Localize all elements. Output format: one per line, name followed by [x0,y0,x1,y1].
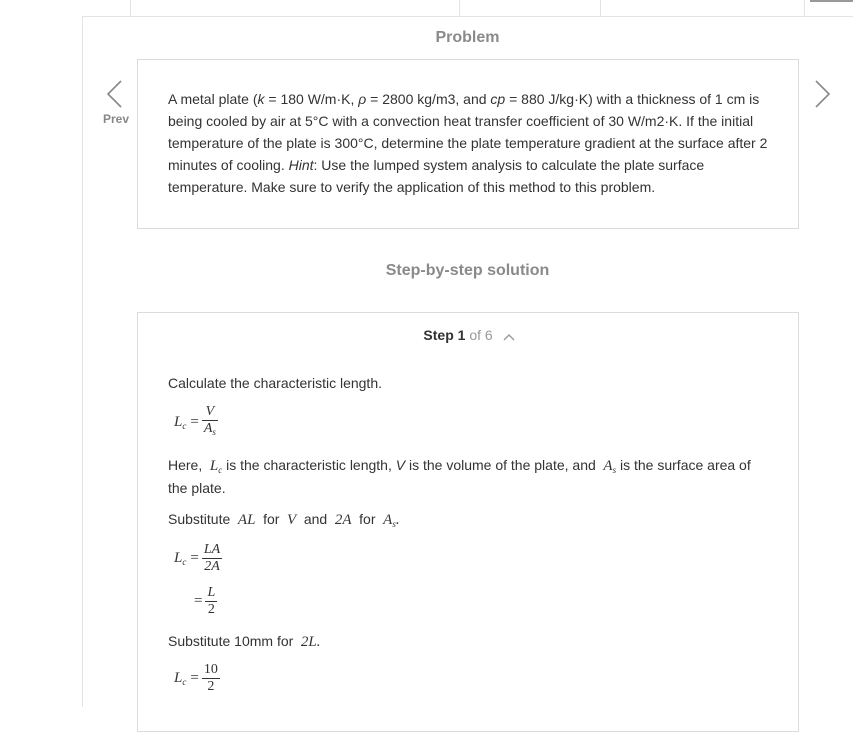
left-rail [0,0,83,707]
step-text-here: Here, $L_c$ is the characteristic length, V is the volume of the plate, and $A_s$ is the surface area of [168,457,751,475]
step-text-here-cont: the plate. [168,480,226,496]
step-text-substitute-1: Substitute AL for V and 2A for $A_s$. [168,511,400,529]
step-header [138,327,800,344]
equation-lc-substituted: $L_c$ = $\frac{LA}{2A}$ [174,542,221,574]
top-toolbar-strip [82,0,853,17]
toolbar-divider [130,0,131,16]
toolbar-divider [459,0,460,16]
chevron-right-icon [808,78,836,110]
step-text-substitute-2: Substitute 10mm for 2L. [168,633,321,650]
toolbar-divider [600,0,601,16]
next-button[interactable] [808,78,836,110]
prev-label: Prev [102,112,130,126]
step-count: of 6 [469,327,493,343]
prev-button[interactable] [102,78,130,126]
equation-lc-simplified: = $\frac{L}{2}$ [194,585,216,617]
step-text-1: Calculate the characteristic length. [168,375,382,391]
equation-lc-numeric: $L_c$ = $\frac{10}{2}$ [174,662,218,694]
step-label: Step 1 [423,327,466,343]
problem-heading: Problem [435,29,500,46]
problem-card [137,59,799,229]
toolbar-divider [804,0,805,16]
toolbar-underline [810,0,853,2]
chevron-left-icon [102,78,130,110]
chevron-up-icon[interactable] [503,328,515,344]
solution-heading: Step-by-step solution [385,262,550,279]
problem-statement: A metal plate (k = 180 W/m·K, ρ = 2800 kg/m3, and cp = 880 J/kg·K) with a thickness of 1 cm is being cooled by air at 5°C with a convection heat transfer coefficient of 30 W/m2·K. If the initial temperature of the plate is 300°C, determine the plate temperature gradient at the surface after 2 minutes of cooling. Hint: Use the lumped system analysis to calculate the plate surface temperature. Make sure to verify the application of this method to this problem. [168,91,768,195]
equation-lc-definition: $L_c$ = $\frac{V}{A_s}$ [174,404,218,440]
